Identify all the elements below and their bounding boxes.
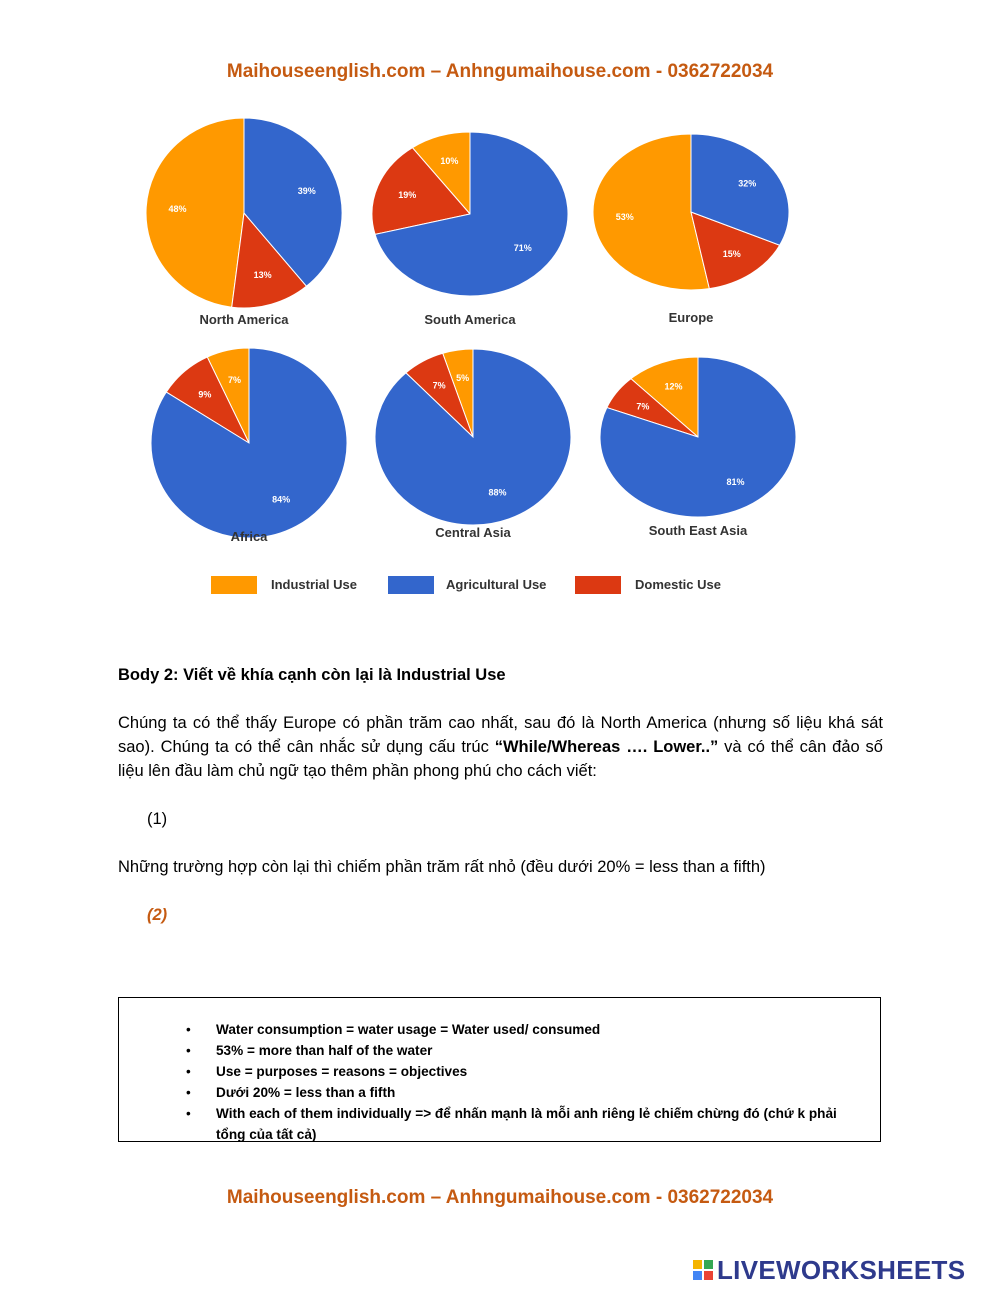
legend-label: Agricultural Use — [446, 577, 547, 592]
pie-slice-label: 7% — [432, 380, 446, 391]
bullet-icon: • — [186, 1085, 191, 1100]
pie-chart-title: Central Asia — [435, 525, 511, 540]
paragraph-1-text-a: Chúng ta có thể thấy Europe có phần trăm cao nhất, sau đó là North America (nhưng số liệu khá sát sao). Chúng ta có thể cân nhắc sử dụng cấu trúc — [118, 714, 883, 756]
legend-swatch — [388, 576, 434, 594]
pie-slice-label: 19% — [398, 190, 417, 201]
pie-chart-title: Europe — [668, 310, 714, 325]
legend-swatch — [211, 576, 257, 594]
answer-slot-1: (1) — [147, 810, 168, 828]
pie-slice-label: 12% — [664, 381, 683, 392]
answer-slot-2: (2) — [147, 906, 168, 924]
vocab-text: Dưới 20% = less than a fifth — [216, 1085, 396, 1100]
pie-slice-label: 71% — [513, 243, 532, 254]
pie-charts-svg — [127, 117, 882, 629]
bullet-icon: • — [186, 1022, 191, 1037]
pie-chart-south-america — [372, 132, 568, 327]
bullet-icon: • — [186, 1043, 191, 1058]
pie-slice-agricultural-use — [375, 349, 571, 525]
liveworksheets-logo-icon — [693, 1260, 713, 1280]
pie-chart-africa — [151, 348, 347, 544]
pie-slice-label: 32% — [738, 178, 757, 189]
pie-chart-north-america — [146, 118, 342, 327]
bullet-icon: • — [186, 1064, 191, 1079]
pie-chart-europe — [593, 134, 789, 325]
paragraph-1-text-b: và có thể cân đảo số liệu lên đầu làm chủ ngữ tạo thêm phần phong phú cho cách viết: — [118, 738, 883, 780]
vocab-item — [186, 1019, 866, 1040]
legend-swatch — [575, 576, 621, 594]
pie-slice-label: 53% — [615, 212, 634, 222]
paragraph-1-structure: “While/Whereas …. Lower..” — [494, 738, 719, 756]
vocab-item — [186, 1040, 866, 1061]
pie-slice-label: 15% — [722, 248, 741, 259]
pie-slice-label: 7% — [227, 375, 242, 385]
vocab-item — [186, 1082, 866, 1103]
vocabulary-list — [186, 1019, 866, 1145]
pie-chart-south-east-asia — [600, 357, 796, 538]
legend-label: Domestic Use — [635, 577, 721, 592]
pie-slice-label: 10% — [440, 156, 459, 166]
pie-slice-label: 39% — [297, 186, 316, 197]
vocab-item — [186, 1061, 866, 1082]
pie-slice-label: 5% — [456, 372, 470, 383]
pie-charts-panel — [127, 117, 882, 629]
vocab-text: Water consumption = water usage = Water used/ consumed — [216, 1022, 601, 1037]
pie-slice-label: 84% — [272, 494, 291, 505]
pie-slice-label: 48% — [168, 203, 187, 214]
liveworksheets-brand[interactable] — [693, 1254, 965, 1286]
paragraph-1 — [118, 711, 883, 783]
vocab-text: Use = purposes = reasons = objectives — [216, 1064, 468, 1079]
pie-chart-title: South East Asia — [648, 523, 748, 538]
pie-slice-label: 81% — [726, 477, 745, 487]
pie-chart-central-asia — [375, 349, 571, 540]
pie-chart-title: Africa — [230, 529, 268, 544]
pie-chart-title: North America — [199, 312, 289, 327]
footer-title: Maihouseenglish.com – Anhngumaihouse.com - 0362722034 — [226, 1187, 774, 1208]
vocab-text: 53% = more than half of the water — [216, 1043, 433, 1058]
header-title: Maihouseenglish.com – Anhngumaihouse.com - 0362722034 — [226, 61, 774, 82]
vocab-item — [186, 1103, 866, 1145]
legend-label: Industrial Use — [271, 577, 357, 592]
pie-slice-industrial-use — [146, 118, 244, 307]
bullet-icon: • — [186, 1106, 191, 1121]
pie-slice-label: 88% — [488, 487, 507, 498]
pie-slice-label: 7% — [636, 401, 650, 412]
liveworksheets-wordmark: LIVEWORKSHEETS — [717, 1254, 966, 1285]
chart-legend — [211, 576, 721, 594]
pie-slice-label: 9% — [198, 389, 212, 400]
vocab-text: With each of them individually => để nhấn mạnh là mỗi anh riêng lẻ chiếm chừng đó (chứ k phải tổng của tất cả) — [216, 1106, 837, 1142]
vocabulary-box — [118, 997, 881, 1142]
pie-chart-title: South America — [424, 312, 516, 327]
pie-slice-label: 13% — [253, 270, 272, 280]
paragraph-2: Những trường hợp còn lại thì chiếm phần trăm rất nhỏ (đều dưới 20% = less than a fifth) — [118, 858, 766, 876]
body2-heading: Body 2: Viết về khía cạnh còn lại là Industrial Use — [118, 666, 506, 684]
